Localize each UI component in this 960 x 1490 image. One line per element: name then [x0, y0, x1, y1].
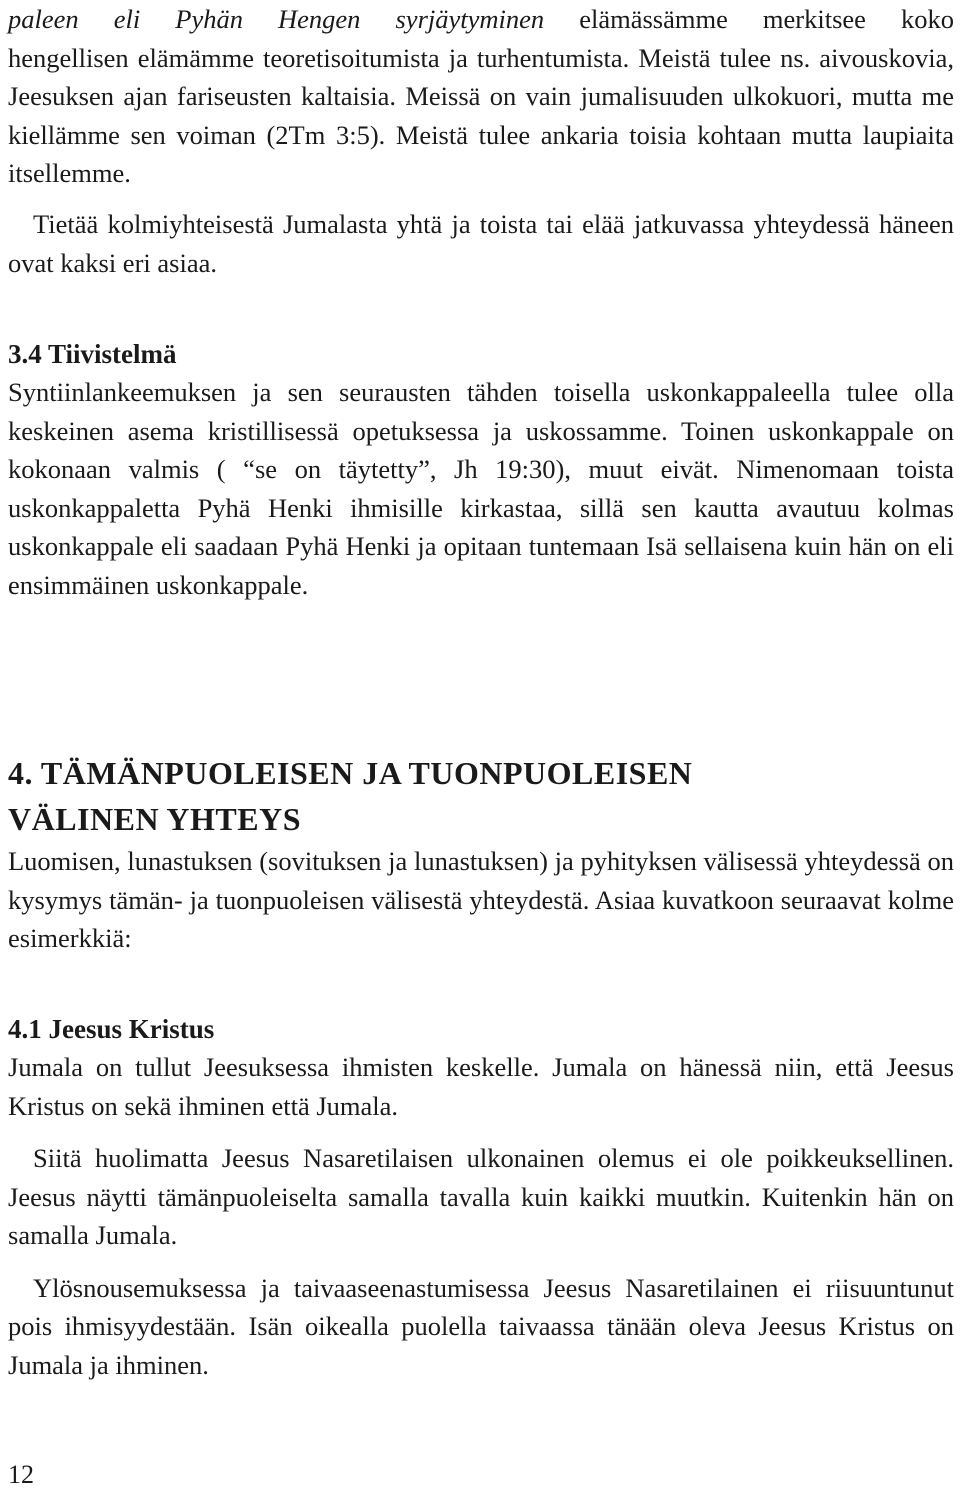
- section-3-4-body: Syntiinlankeemuksen ja sen seurausten tähden toisella uskonkappaleella tulee olla keskeinen asema kristillisessä opetuksessa ja uskossamme. Toinen uskonkappale on kokonaan valmis ( “se on täytetty”, Jh 19:30), muut eivät. Nimenomaan toista uskonkappaletta Pyhä Henki ihmisille kirkastaa, sillä sen kautta avautuu kolmas uskonkappale eli saadaan Pyhä Henki ja opitaan tuntemaan Isä sellaisena kuin hän on eli ensimmäinen uskonkappale.: [8, 377, 954, 600]
- section-3-4-heading: 3.4 Tiivistelmä: [8, 339, 177, 369]
- paragraph-tietaa-text: Tietää kolmiyhteisestä Jumalasta yhtä ja toista tai elää jatkuvassa yhteydessä häneen ovat kaksi eri asiaa.: [8, 209, 954, 278]
- chapter-4-body: Luomisen, lunastuksen (sovituksen ja lunastuksen) ja pyhityksen välisessä yhteydessä on kysymys tämän- ja tuonpuoleisen välisestä yhteydestä. Asiaa kuvatkoon seuraavat kolme esimerkkiä:: [8, 846, 954, 953]
- section-4-1-paragraph-3: Ylösnousemuksessa ja taivaaseenastumisessa Jeesus Nasaretilainen ei riisuuntunut pois ihmisyydestään. Isän oikealla puolella taivaassa tänään oleva Jeesus Kristus on Jumala ja ihminen.: [8, 1272, 954, 1380]
- section-4-1: [8, 1010, 954, 1384]
- section-4-1-paragraph-1: Jumala on tullut Jeesuksessa ihmisten keskelle. Jumala on hänessä niin, että Jeesus Kristus on sekä ihminen että Jumala.: [8, 1052, 954, 1121]
- intro-paragraph: [8, 0, 954, 193]
- intro-first-line-rest: elämässämme merkitsee koko: [544, 4, 954, 34]
- chapter-4-heading-line1: 4. TÄMÄNPUOLEISEN JA TUONPUOLEISEN: [8, 755, 693, 791]
- chapter-4: [8, 750, 954, 958]
- section-4-1-heading: 4.1 Jeesus Kristus: [8, 1014, 215, 1044]
- section-4-1-paragraph-2: Siitä huolimatta Jeesus Nasaretilaisen ulkonainen olemus ei ole poikkeuksellinen. Jeesus näytti tämänpuoleiselta samalla tavalla kuin kaikki muutkin. Kuitenkin hän on samalla Jumala.: [8, 1143, 954, 1250]
- page-number: 12: [8, 1460, 34, 1489]
- intro-rest: hengellisen elämämme teoretisoitumista ja turhentumista. Meistä tulee ns. aivouskovia, Jeesuksen ajan fariseusten kaltaisia. Meissä on vain jumalisuuden ulkokuori, mutta me kiellämme sen voiman (2Tm 3:5). Meistä tulee ankaria toisia kohtaan mutta laupiaita itsellemme.: [8, 42, 954, 188]
- paragraph-tietaa: [8, 205, 954, 282]
- intro-lead-italic: paleen eli Pyhän Hengen syrjäytyminen: [8, 4, 545, 34]
- intro-text: [8, 0, 954, 193]
- section-3-4: [8, 335, 954, 604]
- chapter-4-heading: [8, 750, 954, 842]
- intro-first-line: [8, 0, 954, 39]
- chapter-4-heading-line2: VÄLINEN YHTEYS: [8, 801, 301, 837]
